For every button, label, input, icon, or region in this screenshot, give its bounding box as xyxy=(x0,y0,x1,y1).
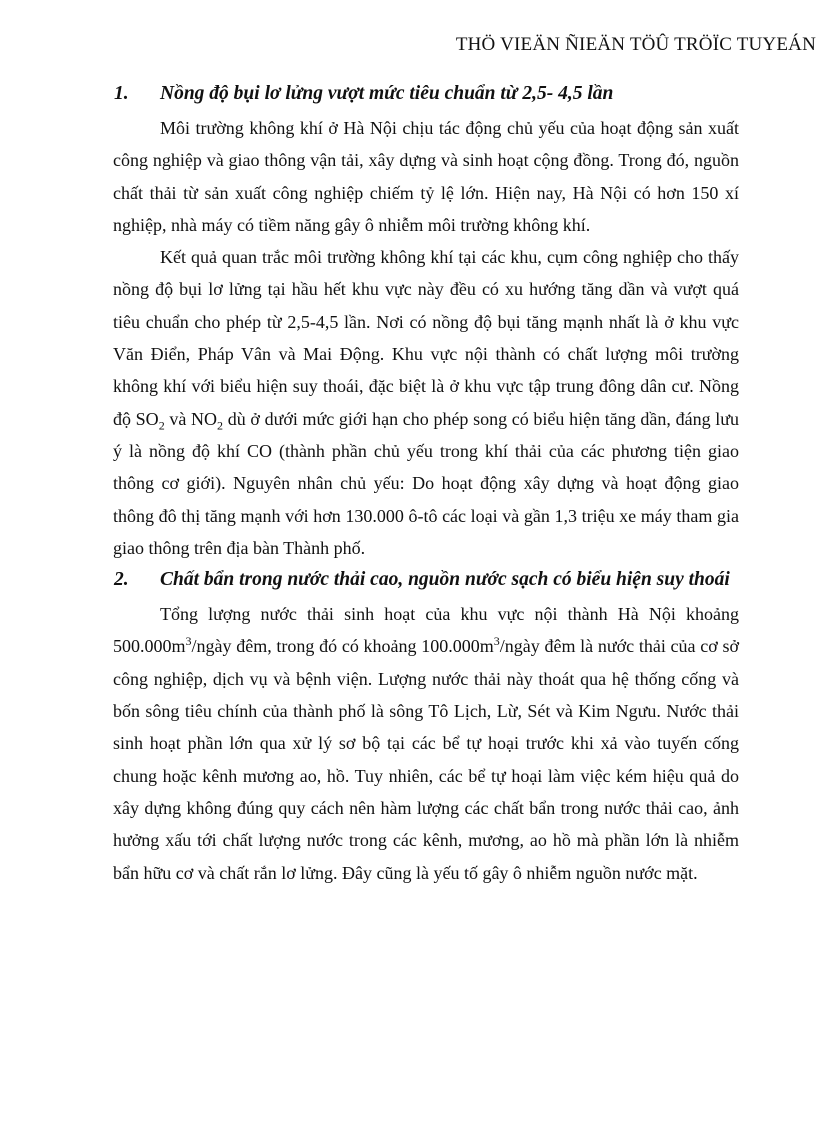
subscript: 2 xyxy=(217,418,224,433)
subscript: 2 xyxy=(158,418,165,433)
paragraph: Môi trường không khí ở Hà Nội chịu tác động chủ yếu của hoạt động sản xuất công nghiệp và giao thông vận tải, xây dựng và sinh hoạt cộng đồng. Trong đó, nguồn chất thải từ sản xuất công nghiệp chiếm tỷ lệ lớn. Hiện nay, Hà Nội có hơn 150 xí nghiệp, nhà máy có tiềm năng gây ô nhiễm môi trường không khí. xyxy=(113,118,739,235)
text-run: /ngày đêm, trong đó có khoảng 100.000m xyxy=(191,636,494,657)
section-heading-2 xyxy=(113,564,739,596)
section-heading-1 xyxy=(113,78,739,110)
superscript: 3 xyxy=(493,634,500,649)
text-run: và NO xyxy=(164,408,218,429)
section-number: 1. xyxy=(114,83,129,104)
text-run: Tổng lượng nước thải sinh hoạt của khu vực nội thành Hà Nội khoảng 500.000m xyxy=(113,604,739,657)
section-title: Nồng độ bụi lơ lửng vượt mức tiêu chuẩn từ 2,5- 4,5 lần xyxy=(160,83,614,104)
paragraph xyxy=(113,598,739,889)
section-number: 2. xyxy=(114,569,129,591)
page-header: THÖ VIEÄN ÑIEÄN TÖÛ TRÖÏC TUYEÁN xyxy=(455,34,816,55)
text-run: /ngày đêm là nước thải của cơ sở công nghiệp, dịch vụ và bệnh viện. Lượng nước thải này thoát qua hệ thống cống và bốn sông tiêu chính của thành phố là sông Tô Lịch, Lừ, Sét và Kim Ngưu. Nước thải sinh hoạt phần lớn qua xử lý sơ bộ tại các bể tự hoại trước khi xả vào tuyến cống chung hoặc kênh mương ao, hồ. Tuy nhiên, các bể tự hoại làm việc kém hiệu quả do xây dựng không đúng quy cách nên hàm lượng các chất bẩn trong nước thải cao, ảnh hưởng xấu tới chất lượng nước trong các kênh, mương, ao hồ mà phần lớn là nhiễm bẩn hữu cơ và chất rắn lơ lửng. Đây cũng là yếu tố gây ô nhiễm nguồn nước mặt. xyxy=(113,636,739,883)
paragraph xyxy=(113,241,739,564)
document-body xyxy=(113,78,739,889)
text-run: dù ở dưới mức giới hạn cho phép song có biểu hiện tăng dần, đáng lưu ý là nồng độ khí CO (thành phần chủ yếu trong khí thải của các phương tiện giao thông cơ giới). Nguyên nhân chủ yếu: Do hoạt động xây dựng và hoạt động giao thông đô thị tăng mạnh với hơn 130.000 ô-tô các loại và gần 1,3 triệu xe máy tham gia giao thông trên địa bàn Thành phố. xyxy=(113,408,739,558)
section-title: Chất bẩn trong nước thải cao, nguồn nước sạch có biểu hiện suy thoái xyxy=(160,569,730,591)
superscript: 3 xyxy=(185,634,192,649)
text-run: Kết quả quan trắc môi trường không khí tại các khu, cụm công nghiệp cho thấy nồng độ bụi lơ lửng tại hầu hết khu vực này đều có xu hướng tăng dần và vượt quá tiêu chuẩn cho phép từ 2,5-4,5 lần. Nơi có nồng độ bụi tăng mạnh nhất là ở khu vực Văn Điển, Pháp Vân và Mai Động. Khu vực nội thành có chất lượng môi trường không khí với biểu hiện suy thoái, đặc biệt là ở khu vực tập trung đông dân cư. Nồng độ SO xyxy=(113,247,739,429)
